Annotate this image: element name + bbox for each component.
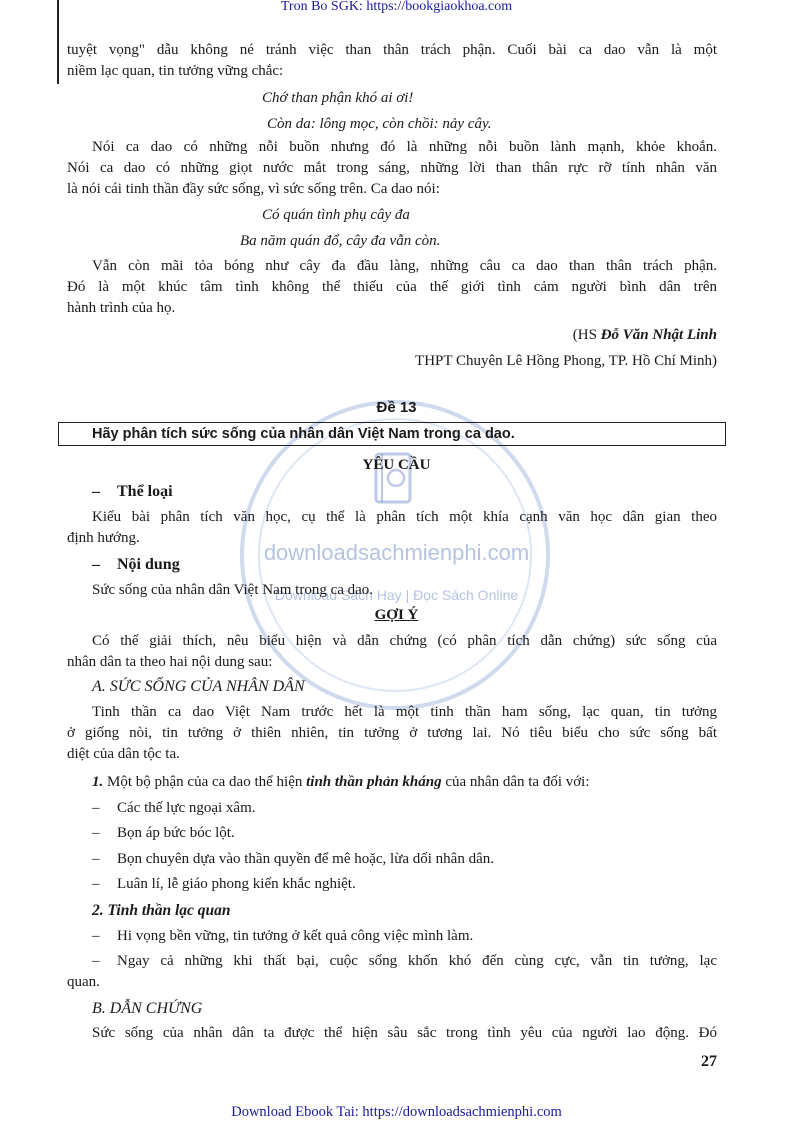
section-a-line2: ở giống nòi, tin tưởng ở thiên nhiên, tin tưởng ở tương lai. Nó tiêu biểu cho sức sống bất bbox=[67, 725, 717, 741]
genre-label: Thể loại bbox=[117, 483, 173, 500]
list-item bbox=[92, 849, 494, 870]
suggestion-heading-text: GỢI Ý bbox=[374, 607, 419, 623]
content-text: Sức sống của nhân dân Việt Nam trong ca dao. bbox=[92, 582, 374, 598]
list-item bbox=[92, 874, 356, 895]
signature-author bbox=[573, 325, 717, 346]
watermark-tagline: Download Sách Hay | Đọc Sách Online bbox=[274, 587, 519, 603]
verse1-line-a: Chớ than phận khó ai ơi! bbox=[262, 90, 414, 106]
dash: – bbox=[92, 851, 100, 867]
bullet-text: Bọn chuyên dựa vào thần quyền để mê hoặc, lừa dối nhân dân. bbox=[117, 851, 494, 867]
watermark-site: downloadsachmienphi.com bbox=[263, 540, 530, 565]
dash: – bbox=[92, 876, 100, 892]
bullet-text: Luân lí, lễ giáo phong kiến khắc nghiệt. bbox=[117, 876, 356, 892]
item2-b2-line2: quan. bbox=[67, 974, 100, 990]
bullet-text: Ngay cả những khi thất bại, cuộc sống khốn khó đến cùng cực, vẫn tin tưởng, lạc bbox=[117, 953, 717, 969]
item1-heading bbox=[92, 772, 590, 793]
exercise-prompt: Hãy phân tích sức sống của nhân dân Việt Nam trong ca dao. bbox=[92, 426, 515, 442]
list-item bbox=[92, 823, 235, 844]
suggestion-heading bbox=[0, 605, 793, 625]
header-download-link[interactable]: Tron Bo SGK: https://bookgiaokhoa.com bbox=[280, 0, 513, 14]
list-item bbox=[92, 798, 256, 819]
section-a-line1: Tinh thần ca dao Việt Nam trước hết là một tinh thần ham sống, lạc quan, tin tưởng bbox=[92, 704, 717, 720]
signature-school: THPT Chuyên Lê Hồng Phong, TP. Hồ Chí Minh) bbox=[415, 353, 717, 369]
bullet-text: Bọn áp bức bóc lột. bbox=[117, 825, 235, 841]
suggestion-line2: nhân dân ta theo hai nội dung sau: bbox=[67, 654, 273, 670]
item1-emphasis: tinh thần phản kháng bbox=[306, 774, 442, 790]
genre-text-line1: Kiểu bài phân tích văn học, cụ thể là phân tích một khía cạnh văn học dân gian theo bbox=[92, 509, 717, 525]
item1-pre: Một bộ phận của ca dao thể hiện bbox=[103, 774, 307, 790]
section-b-heading: B. DẪN CHỨNG bbox=[92, 1000, 203, 1017]
content-label: Nội dung bbox=[117, 556, 180, 573]
list-item bbox=[92, 926, 473, 947]
content-heading bbox=[92, 554, 180, 575]
bullet-text: Hi vọng bền vững, tin tưởng ở kết quả công việc mình làm. bbox=[117, 928, 474, 944]
item2-heading: 2. Tinh thần lạc quan bbox=[92, 902, 231, 919]
section-a-heading: A. SỨC SỐNG CỦA NHÂN DÂN bbox=[92, 678, 305, 695]
requirements-heading: YÊU CẦU bbox=[362, 457, 431, 473]
intro-p3-line1: Vẫn còn mãi tỏa bóng như cây đa đầu làng, những câu ca dao than thân trách phận. bbox=[92, 258, 717, 274]
dash: – bbox=[92, 556, 100, 573]
dash: – bbox=[92, 953, 100, 969]
footer-download-link[interactable]: Download Ebook Tai: https://downloadsachmienphi.com bbox=[231, 1104, 562, 1120]
intro-p2-line1: Nói ca dao có những nỗi buồn nhưng đó là những nỗi buồn lành mạnh, khỏe khoắn. bbox=[92, 139, 717, 155]
dash: – bbox=[92, 928, 100, 944]
intro-p3-line2: Đó là một khúc tâm tình không thể thiếu của thế giới tình cảm người bình dân trên bbox=[67, 279, 717, 295]
intro-p2-line2: Nói ca dao có những giọt nước mắt trong sáng, những lời than thân rực rỡ tính nhân văn bbox=[67, 160, 717, 176]
section-a-line3: diệt của dân tộc ta. bbox=[67, 746, 180, 762]
verse1-line-b: Còn da: lông mọc, còn chồi: nảy cây. bbox=[267, 116, 492, 132]
signature-name: Đỗ Văn Nhật Linh bbox=[600, 327, 717, 343]
list-item bbox=[92, 951, 717, 972]
bullet-text: Các thế lực ngoại xâm. bbox=[117, 800, 256, 816]
intro-p3-line3: hành trình của họ. bbox=[67, 300, 176, 316]
dash: – bbox=[92, 483, 100, 500]
genre-text-line2: định hướng. bbox=[67, 530, 140, 546]
intro-p1-line1: tuyệt vọng" dẫu không né tránh việc than thân trách phận. Cuối bài ca dao vẫn là một bbox=[67, 42, 717, 58]
genre-heading bbox=[92, 481, 173, 502]
dash: – bbox=[92, 825, 100, 841]
section-b-line1: Sức sống của nhân dân ta được thể hiện sâu sắc trong tình yêu của người lao động. Đó bbox=[92, 1025, 717, 1041]
item1-number: 1. bbox=[92, 774, 104, 790]
page-number: 27 bbox=[701, 1053, 717, 1070]
dash: – bbox=[92, 800, 100, 816]
verse2-line-a: Có quán tình phụ cây đa bbox=[262, 207, 410, 223]
exercise-title: Đề 13 bbox=[376, 399, 417, 416]
verse2-line-b: Ba năm quán đổ, cây đa vẫn còn. bbox=[240, 233, 441, 249]
intro-p2-line3: là nói cái tinh thần đầy sức sống, vì sức sống trên. Ca dao nói: bbox=[67, 181, 440, 197]
left-margin-bar bbox=[57, 0, 59, 84]
suggestion-line1: Có thể giải thích, nêu biểu hiện và dẫn chứng (có phân tích dẫn chứng) sức sống của bbox=[92, 633, 717, 649]
intro-p1-line2: niềm lạc quan, tin tưởng vững chắc: bbox=[67, 63, 284, 79]
signature-prefix: (HS bbox=[572, 327, 601, 343]
item1-post: của nhân dân ta đối với: bbox=[441, 774, 590, 790]
